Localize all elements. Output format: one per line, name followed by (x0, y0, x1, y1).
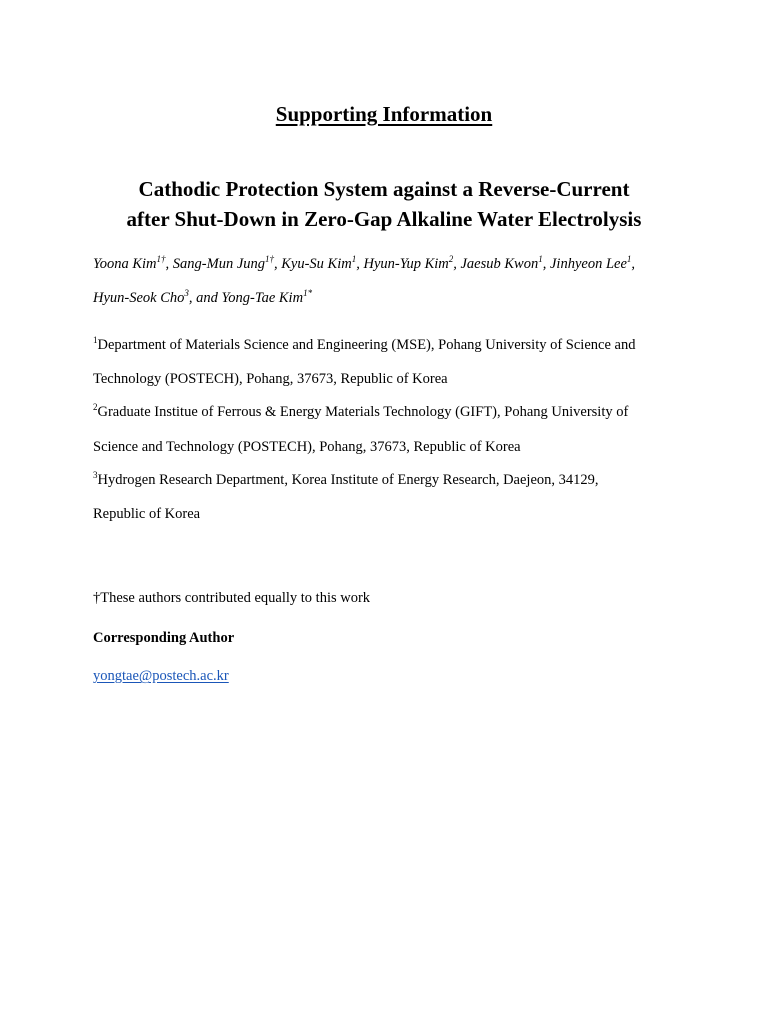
author-name: Yoona Kim (93, 256, 157, 272)
affiliation-mark: 2 (93, 402, 98, 413)
author-affiliation-mark: 2 (448, 254, 454, 265)
affiliation-3-line-2: Republic of Korea (93, 506, 201, 522)
author-affiliation-mark: 1 (538, 254, 543, 265)
author-name: Jinhyeon Lee (549, 256, 627, 272)
author-separator: , (453, 256, 461, 272)
corresponding-email-link[interactable]: yongtae@postech.ac.kr (93, 668, 229, 684)
author-separator: , (631, 256, 636, 272)
author-affiliation-mark: 1† (156, 254, 166, 265)
supporting-information-heading: Supporting Information (275, 102, 493, 126)
affiliation-mark: 3 (93, 470, 98, 481)
affiliation-text: Hydrogen Research Department, Korea Institute of Energy Research, Daejeon, 34129, (97, 472, 599, 488)
author-affiliation-mark: 1* (303, 288, 313, 299)
author-separator: , and (188, 290, 222, 306)
author-list-line-1 (93, 256, 693, 273)
affiliation-2-line-2: Science and Technology (POSTECH), Pohang, 37673, Republic of Korea (93, 439, 521, 455)
paper-title (40, 174, 728, 234)
author-separator: , (356, 256, 364, 272)
author-name: Hyun-Seok Cho (93, 290, 185, 306)
author-name: Yong-Tae Kim (221, 290, 304, 306)
paper-title-line-1: Cathodic Protection System against a Reverse-Current (138, 177, 630, 201)
affiliation-text: Department of Materials Science and Engineering (MSE), Pohang University of Science and (97, 337, 636, 353)
affiliation-mark: 1 (93, 335, 98, 346)
author-separator: , (542, 256, 550, 272)
equal-contribution-note: †These authors contributed equally to this work (93, 590, 371, 606)
affiliation-3-line-1 (93, 472, 599, 489)
author-affiliation-mark: 3 (184, 288, 189, 299)
author-separator: , (274, 256, 282, 272)
author-name: Jaesub Kwon (460, 256, 539, 272)
author-name: Hyun-Yup Kim (363, 256, 449, 272)
author-affiliation-mark: 1 (351, 254, 357, 265)
author-list-line-2 (93, 290, 693, 307)
author-separator: , (165, 256, 173, 272)
corresponding-author-label: Corresponding Author (93, 630, 235, 646)
affiliation-1-line-2: Technology (POSTECH), Pohang, 37673, Republic of Korea (93, 371, 448, 387)
affiliation-1-line-1 (93, 337, 635, 354)
author-name: Sang-Mun Jung (172, 256, 265, 272)
affiliation-2-line-1 (93, 404, 628, 421)
author-affiliation-mark: 1 (626, 254, 632, 265)
author-affiliation-mark: 1† (265, 254, 274, 265)
paper-title-line-2: after Shut-Down in Zero-Gap Alkaline Water Electrolysis (126, 207, 642, 231)
affiliation-text: Graduate Institue of Ferrous & Energy Materials Technology (GIFT), Pohang University of (97, 404, 629, 420)
author-name: Kyu-Su Kim (281, 256, 352, 272)
